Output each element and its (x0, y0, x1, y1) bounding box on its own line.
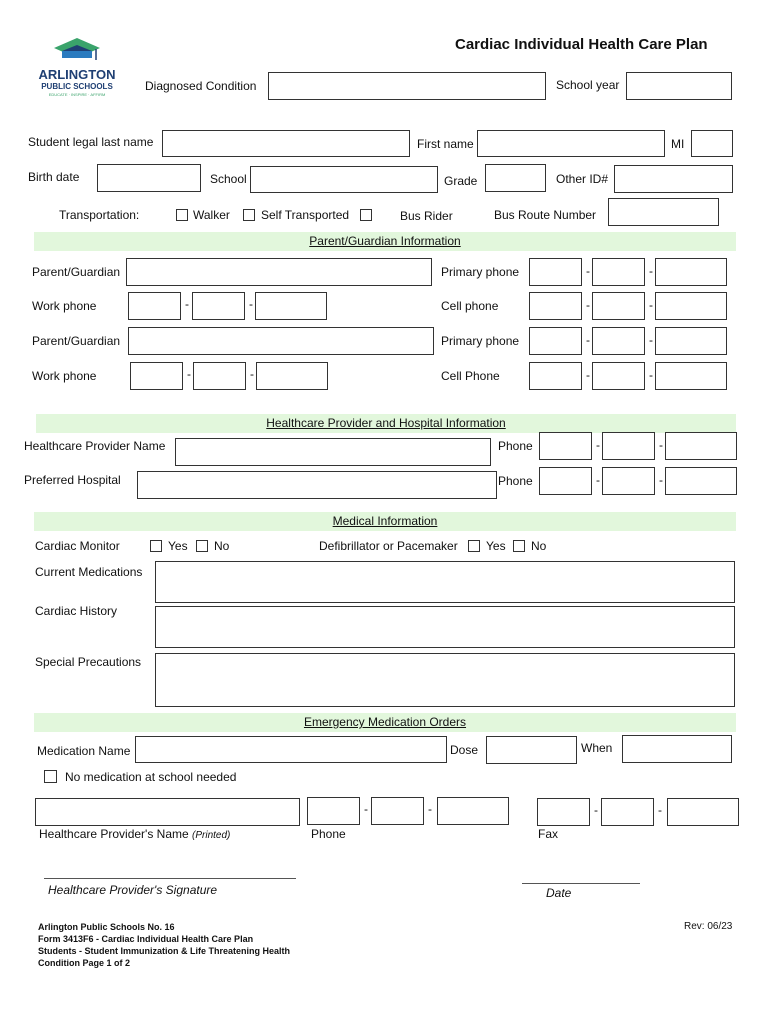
revision-label: Rev: 06/23 (684, 921, 733, 932)
fax-label: Fax (538, 827, 559, 841)
dash: - (586, 298, 590, 312)
provider-printed-text: Healthcare Provider's Name (39, 827, 193, 841)
graduation-cap-icon (32, 34, 122, 64)
medical-heading: Medical Information (332, 514, 438, 528)
dash: - (185, 297, 189, 311)
history-label: Cardiac History (35, 604, 118, 618)
defib-no-checkbox[interactable] (513, 540, 525, 552)
dash: - (659, 473, 663, 487)
transportation-label: Transportation: (59, 208, 140, 222)
hospital-phone-area[interactable] (539, 467, 592, 495)
footer-line2: Form 3413F6 - Cardiac Individual Health Care Plan (38, 934, 254, 944)
guardian1-field[interactable] (126, 258, 432, 286)
provider-printed-label (39, 827, 230, 841)
monitor-yes-checkbox[interactable] (150, 540, 162, 552)
provider-name-field[interactable] (175, 438, 491, 466)
provider-phone-prefix[interactable] (602, 432, 655, 460)
primary-phone2-line[interactable] (655, 327, 727, 355)
dash: - (428, 802, 432, 816)
primary-phone2-label: Primary phone (441, 334, 520, 348)
logo-tagline: EDUCATE · INSPIRE · AFFIRM (48, 92, 106, 97)
dash: - (658, 803, 662, 817)
birth-date-field[interactable] (97, 164, 201, 192)
dash: - (594, 803, 598, 817)
self-transported-checkbox[interactable] (243, 209, 255, 221)
medical-band (34, 512, 736, 531)
work-phone1-label: Work phone (32, 299, 97, 313)
fax-prefix[interactable] (601, 798, 654, 826)
first-name-label: First name (417, 137, 474, 151)
school-label: School (210, 172, 247, 186)
dash: - (249, 297, 253, 311)
diagnosed-condition-field[interactable] (268, 72, 546, 100)
medication-name-label: Medication Name (37, 744, 131, 758)
dash: - (364, 802, 368, 816)
guardian2-field[interactable] (128, 327, 434, 355)
dash: - (649, 368, 653, 382)
no-medication-label: No medication at school needed (65, 770, 237, 784)
date-label: Date (546, 886, 572, 900)
primary-phone2-area[interactable] (529, 327, 582, 355)
fax-area[interactable] (537, 798, 590, 826)
dash: - (659, 438, 663, 452)
cell-phone2-label: Cell Phone (441, 369, 500, 383)
logo-line2: PUBLIC SCHOOLS (41, 82, 113, 91)
emergency-phone-area[interactable] (307, 797, 360, 825)
work-phone2-label: Work phone (32, 369, 97, 383)
dose-label: Dose (450, 743, 479, 757)
hospital-label: Preferred Hospital (24, 473, 121, 487)
work-phone2-area[interactable] (130, 362, 183, 390)
defib-label: Defibrillator or Pacemaker (319, 539, 458, 553)
hospital-phone-line[interactable] (665, 467, 737, 495)
school-year-field[interactable] (626, 72, 732, 100)
walker-checkbox[interactable] (176, 209, 188, 221)
monitor-yes-label: Yes (168, 539, 188, 553)
birth-date-label: Birth date (28, 170, 80, 184)
cell-phone1-prefix[interactable] (592, 292, 645, 320)
primary-phone1-prefix[interactable] (592, 258, 645, 286)
work-phone1-line[interactable] (255, 292, 327, 320)
when-field[interactable] (622, 735, 732, 763)
printed-note: (Printed) (192, 830, 231, 841)
provider-phone-label: Phone (498, 439, 533, 453)
cell-phone2-area[interactable] (529, 362, 582, 390)
fax-line[interactable] (667, 798, 739, 826)
emergency-phone-prefix[interactable] (371, 797, 424, 825)
dash: - (586, 264, 590, 278)
precautions-field[interactable] (155, 653, 735, 707)
dash: - (649, 264, 653, 278)
monitor-no-checkbox[interactable] (196, 540, 208, 552)
primary-phone1-area[interactable] (529, 258, 582, 286)
primary-phone1-label: Primary phone (441, 265, 520, 279)
cell-phone1-line[interactable] (655, 292, 727, 320)
hospital-phone-label: Phone (498, 474, 533, 488)
last-name-label: Student legal last name (28, 135, 154, 149)
guardian1-label: Parent/Guardian (32, 265, 121, 279)
first-name-field[interactable] (477, 130, 665, 157)
provider-printed-name-field[interactable] (35, 798, 300, 826)
guardian2-label: Parent/Guardian (32, 334, 121, 348)
no-medication-checkbox[interactable] (44, 770, 57, 783)
provider-heading: Healthcare Provider and Hospital Information (266, 416, 506, 430)
work-phone2-prefix[interactable] (193, 362, 246, 390)
medications-label: Current Medications (35, 565, 143, 579)
monitor-no-label: No (214, 539, 230, 553)
provider-phone-area[interactable] (539, 432, 592, 460)
work-phone2-line[interactable] (256, 362, 328, 390)
emergency-phone-label: Phone (311, 827, 346, 841)
diagnosed-condition-label: Diagnosed Condition (145, 79, 257, 93)
grade-label: Grade (444, 174, 478, 188)
precautions-label: Special Precautions (35, 655, 142, 669)
primary-phone1-line[interactable] (655, 258, 727, 286)
parent-guardian-heading: Parent/Guardian Information (309, 234, 461, 248)
dash: - (250, 367, 254, 381)
grade-field[interactable] (485, 164, 546, 192)
dash: - (586, 333, 590, 347)
logo-line1: ARLINGTON (38, 67, 116, 82)
dash: - (187, 367, 191, 381)
footer-line3: Students - Student Immunization & Life Threatening Health (38, 946, 291, 956)
work-phone1-prefix[interactable] (192, 292, 245, 320)
footer-line1: Arlington Public Schools No. 16 (38, 922, 175, 932)
hospital-field[interactable] (137, 471, 497, 499)
dose-field[interactable] (486, 736, 577, 764)
footer-block (38, 921, 290, 969)
work-phone1-area[interactable] (128, 292, 181, 320)
date-line (522, 883, 640, 884)
cardiac-monitor-label: Cardiac Monitor (35, 539, 120, 553)
signature-label: Healthcare Provider's Signature (48, 883, 218, 897)
medications-field[interactable] (155, 561, 735, 603)
cell-phone1-area[interactable] (529, 292, 582, 320)
bus-rider-label: Bus Rider (400, 209, 453, 223)
when-label: When (581, 741, 613, 755)
bus-route-field[interactable] (608, 198, 719, 226)
dash: - (596, 438, 600, 452)
mi-field[interactable] (691, 130, 733, 157)
cell-phone2-line[interactable] (655, 362, 727, 390)
mi-label: MI (671, 137, 685, 151)
bus-rider-checkbox[interactable] (360, 209, 372, 221)
bus-route-label: Bus Route Number (494, 208, 597, 222)
provider-band (36, 414, 736, 433)
dash: - (649, 333, 653, 347)
school-field[interactable] (250, 166, 438, 193)
emergency-heading: Emergency Medication Orders (303, 715, 467, 729)
defib-no-label: No (531, 539, 547, 553)
defib-yes-checkbox[interactable] (468, 540, 480, 552)
medication-name-field[interactable] (135, 736, 447, 763)
hospital-phone-prefix[interactable] (602, 467, 655, 495)
dash: - (596, 473, 600, 487)
defib-yes-label: Yes (486, 539, 506, 553)
signature-line (44, 878, 296, 879)
page-title: Cardiac Individual Health Care Plan (455, 36, 708, 53)
emergency-band (34, 713, 736, 732)
emergency-phone-line[interactable] (437, 797, 509, 825)
school-year-label: School year (556, 78, 620, 92)
footer-line4: Condition Page 1 of 2 (38, 958, 131, 968)
primary-phone2-prefix[interactable] (592, 327, 645, 355)
history-field[interactable] (155, 606, 735, 648)
school-logo (32, 34, 122, 100)
provider-phone-line[interactable] (665, 432, 737, 460)
provider-name-label: Healthcare Provider Name (24, 439, 166, 453)
dash: - (649, 298, 653, 312)
other-id-label: Other ID# (556, 172, 609, 186)
parent-guardian-band (34, 232, 736, 251)
dash: - (586, 368, 590, 382)
self-transported-label: Self Transported (261, 208, 350, 222)
cell-phone1-label: Cell phone (441, 299, 499, 313)
other-id-field[interactable] (614, 165, 733, 193)
walker-label: Walker (193, 208, 230, 222)
last-name-field[interactable] (162, 130, 410, 157)
cell-phone2-prefix[interactable] (592, 362, 645, 390)
